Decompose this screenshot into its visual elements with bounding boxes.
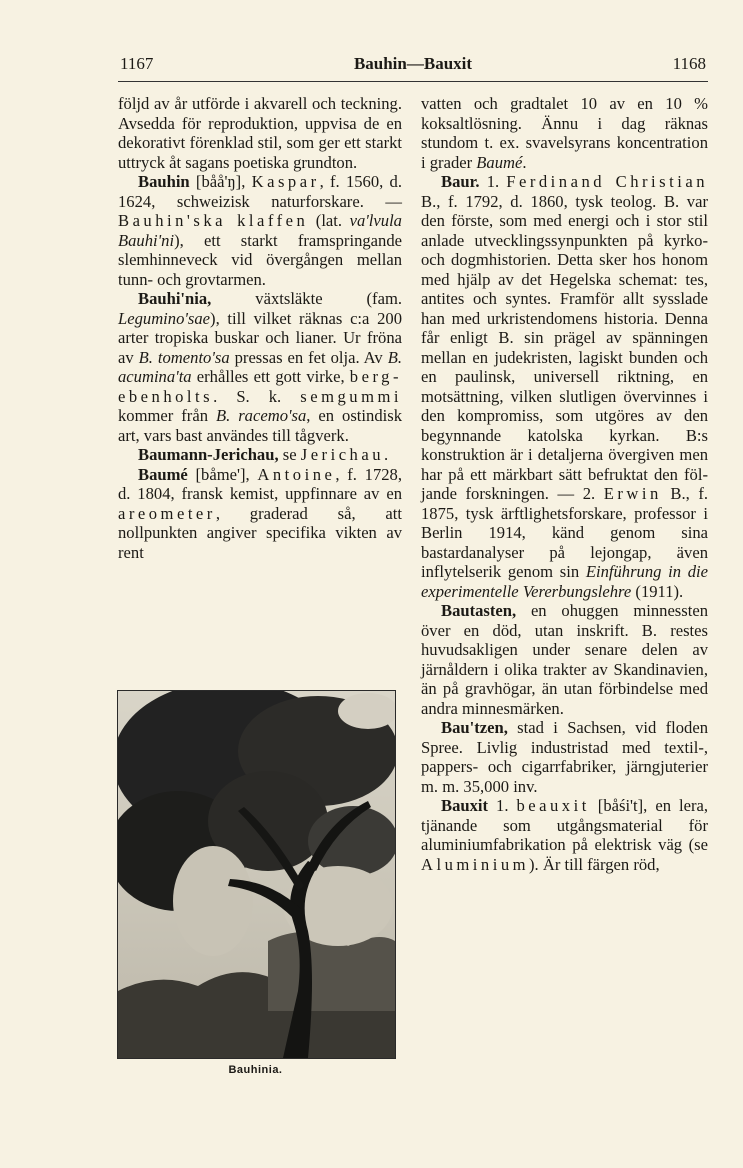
header-rule <box>118 81 708 82</box>
entry-baumann-jerichau: Baumann-Jerichau, se Jerichau. <box>138 445 389 464</box>
entry-baur: Baur. 1. Ferdinand Christian B., f. 1792, d. 1860, tysk teolog. B. var den förste, som med energi och i stor stil anlade utvecklingssynpunkten på kyrko- och dogmhistorien. Detta sker hos honom med hjälp av det Hegelska schemat: tes, antites och syntes. Framför allt sysslade han med urkristendomens historia. Denna får enligt B. sin prägel av spänningen mellan en judekristen, lagiskt bunden och en paulinsk, universell riktning, en motsättning, vilken slutligen övervinnes i den kompromiss, som utgöres av den begynnande katolska kyrkan. B:s konstruktion är i detaljerna övergiven men har på ett märkbart sätt befruktat den följande forskningen. — 2. Erwin B., f. 1875, tysk ärftlighetsforskare, professor i Berlin 1914, känd genom sina bastardanalyser på lejongap, även inflytelserik genom sin Einführung in die experimentelle Vererbungslehre (1911). <box>421 172 709 601</box>
entry-headword: Bauhin <box>138 172 190 191</box>
page-header <box>118 52 708 78</box>
entry-bautasten: Bautasten, en ohuggen minnessten över en död, utan inskrift. B. restes huvudsakligen under senare delen av järnåldern i olika trakter av Skandinavien, än på gravhögar, än utan förbindelse med andra minnesmärken. <box>421 601 708 718</box>
entry-bauxit: Bauxit 1. beauxit [båśi't], en lera, tjänande som utgångsmaterial för aluminiumfabrikation på elektrisk väg (se Aluminium). Är till färgen röd, <box>421 796 708 874</box>
tree-illustration <box>118 691 395 1058</box>
bauhinia-photo <box>117 690 396 1059</box>
entry-bauhinia: Bauhi'nia, växtsläkte (fam. Legumino'sae), till vilket räknas c:a 200 arter tropiska buskar och lianer. Ur fröna av B. tomento'sa pressas en fet olja. Av B. acumina'ta erhålles ett gott virke, berg-ebenholts. S. k. semgummi kommer från B. racemo'sa, en ostindisk art, vars bast användes till tågverk. <box>118 289 402 445</box>
right-column <box>421 94 708 874</box>
entry-headword: Baur. <box>441 172 480 191</box>
left-column <box>118 94 402 562</box>
paragraph-continuation: vatten och gradtalet 10 av en 10 % koksaltlösning. Ännu i dag räknas stundom t. ex. svavelsyrans koncentration i grader Baumé. <box>421 94 708 172</box>
entry-headword: Bauxit <box>441 796 489 815</box>
running-title: Bauhin—Bauxit <box>353 54 473 73</box>
entry-bautzen: Bau'tzen, stad i Sachsen, vid floden Spree. Livlig industristad med textil-, pappers- och cigarrfabriker, järngjuterier m. m. 35,000 inv. <box>421 718 708 796</box>
entry-headword: Bau'tzen, <box>441 718 508 737</box>
entry-headword: Bauhi'nia, <box>138 289 212 308</box>
entry-headword: Baumé <box>138 464 188 484</box>
entry-bauhin: Bauhin [båå'ŋ], Kaspar, f. 1560, d. 1624, schweizisk naturforskare. — Bauhin'ska klaffen (lat. va'lvula Bauhi'ni), ett starkt framspringande slemhinneveck vid övergången mellan tunn- och grovtarmen. <box>118 172 402 289</box>
paragraph-continuation: följd av år utförde i akvarell och teckning. Avsedda för reproduktion, uppvisa de en dekorativt förenklad stil, som ger ett starkt uttryck åt sagans poetiska grundton. <box>118 94 402 172</box>
entry-baume: Baumé [båme'], Antoine, f. 1728, d. 1804, fransk kemist, uppfinnare av en areometer, graderad så, att nollpunkten angiver specifika vikten av rent <box>118 464 402 562</box>
entry-headword: Baumann-Jerichau, <box>138 445 279 464</box>
entry-headword: Bautasten, <box>441 601 517 620</box>
figure-caption: Bauhinia. <box>228 1064 283 1076</box>
page-number-right: 1168 <box>672 54 706 73</box>
page-number-left: 1167 <box>120 54 154 73</box>
